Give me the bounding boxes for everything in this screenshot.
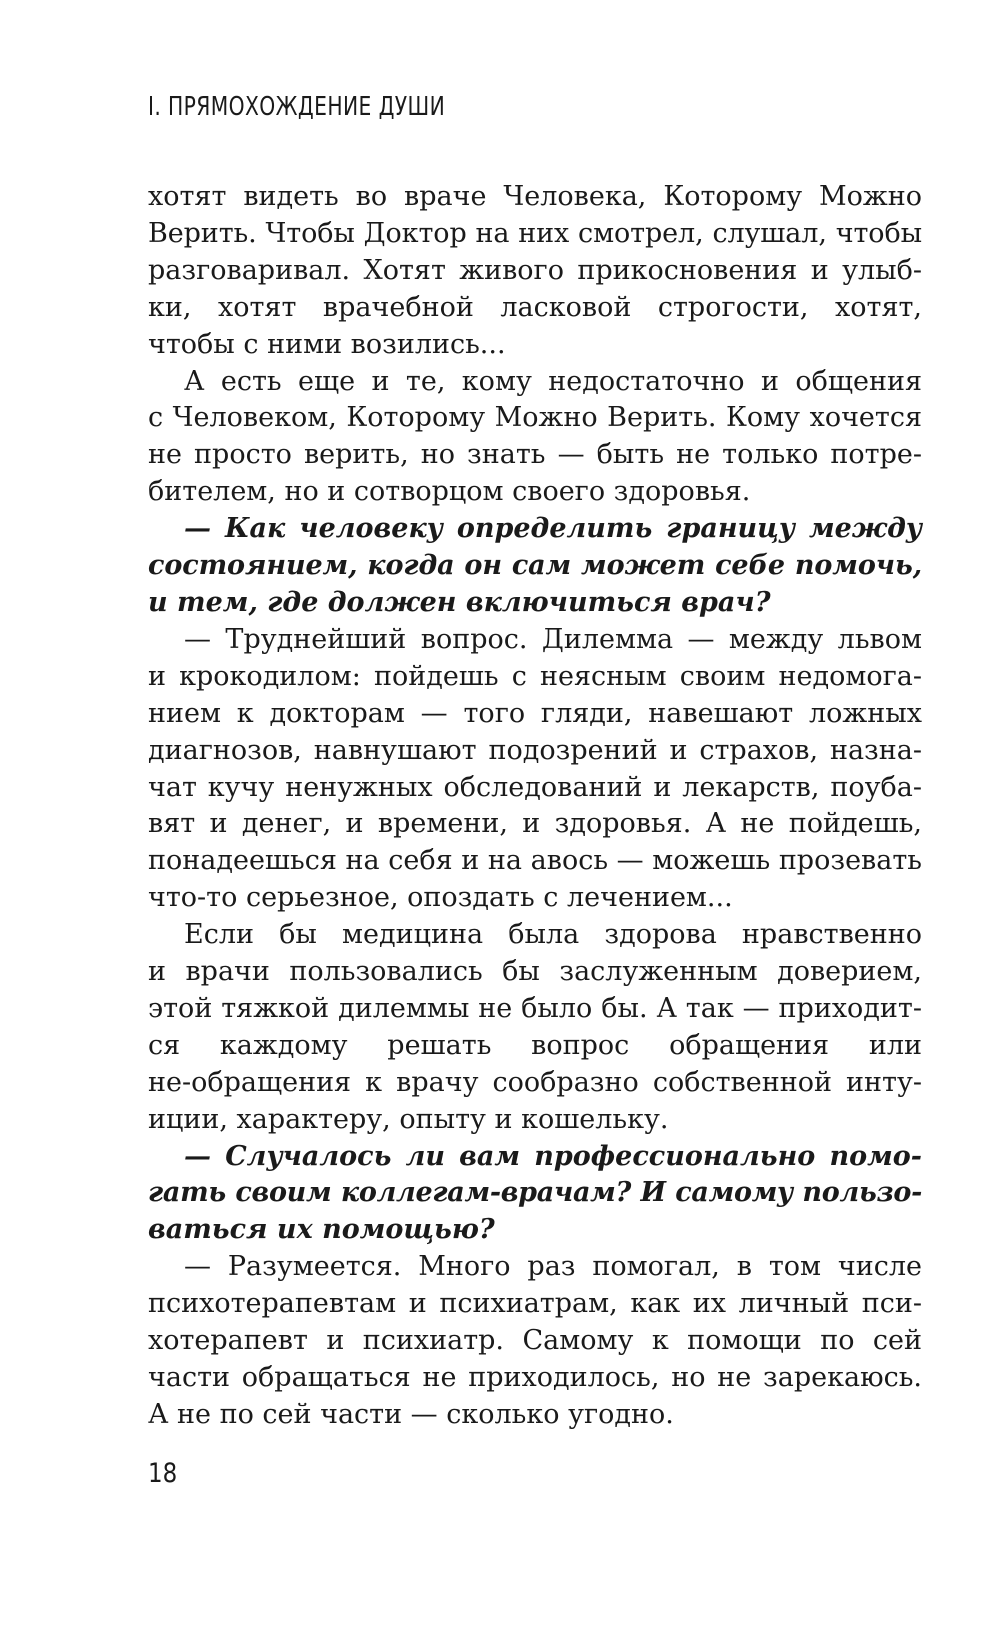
question-line: ваться их помощью? (148, 1214, 495, 1246)
text-line: — Разумеется. Много раз помогал, в том числе (184, 1251, 922, 1283)
text-line: чтобы с ними возились... (148, 328, 506, 360)
text-line: иции, характеру, опыту и кошельку. (148, 1103, 669, 1135)
text-line: понадеешься на себя и на авось — можешь прозевать (148, 845, 922, 877)
page-number: 18 (148, 1458, 178, 1489)
text-line: психотерапевтам и психиатрам, как их личный пси- (148, 1288, 922, 1320)
text-line: ки, хотят врачебной ласковой строгости, хотят, (148, 291, 922, 323)
running-head: I. ПРЯМОХОЖДЕНИЕ ДУШИ (148, 92, 446, 122)
text-line: А есть еще и те, кому недостаточно и общения (184, 365, 922, 397)
text-line: не-обращения к врачу сообразно собственной инту- (148, 1066, 922, 1098)
text-line: бителем, но и сотворцом своего здоровья. (148, 476, 751, 508)
text-line: не просто верить, но знать — быть не только потре- (148, 439, 922, 471)
text-line: ся каждому решать вопрос обращения или (148, 1029, 922, 1061)
text-line: — Труднейший вопрос. Дилемма — между львом (184, 623, 922, 655)
text-line: хотят видеть во враче Человека, Которому Можно (148, 181, 922, 212)
text-line: А не по сей части — сколько угодно. (148, 1398, 674, 1430)
body-text (148, 179, 922, 1434)
text-line: нием к докторам — того гляди, навешают ложных (148, 697, 922, 729)
text-line: с Человеком, Которому Можно Верить. Кому хочется (148, 402, 922, 434)
text-line: Верить. Чтобы Доктор на них смотрел, слушал, чтобы (148, 217, 922, 249)
question-line: состоянием, когда он сам может себе помочь, (148, 550, 922, 582)
text-line: чат кучу ненужных обследований и лекарств, поуба- (148, 771, 922, 803)
text-line: Если бы медицина была здорова нравственно (184, 919, 922, 951)
question-line: — Как человеку определить границу между (184, 513, 922, 545)
text-line: диагнозов, навнушают подозрений и страхов, назна- (148, 734, 922, 766)
text-line: и врачи пользовались бы заслуженным доверием, (148, 956, 922, 988)
question-line: — Случалось ли вам профессионально помо- (184, 1140, 922, 1172)
text-line: части обращаться не приходилось, но не зарекаюсь. (148, 1362, 922, 1393)
question-line: гать своим коллегам-врачам? И самому пользо- (148, 1177, 922, 1209)
text-line: разговаривал. Хотят живого прикосновения и улыб- (148, 254, 922, 286)
text-line: что-то серьезное, опоздать с лечением... (148, 882, 733, 914)
text-line: хотерапевт и психиатр. Самому к помощи по сей (148, 1325, 922, 1357)
text-line: и крокодилом: пойдешь с неясным своим недомога- (148, 660, 922, 692)
text-line: вят и денег, и времени, и здоровья. А не пойдешь, (148, 808, 922, 840)
question-line: и тем, где должен включиться врач? (148, 586, 771, 618)
text-line: этой тяжкой дилеммы не было бы. А так — приходит- (148, 992, 922, 1024)
